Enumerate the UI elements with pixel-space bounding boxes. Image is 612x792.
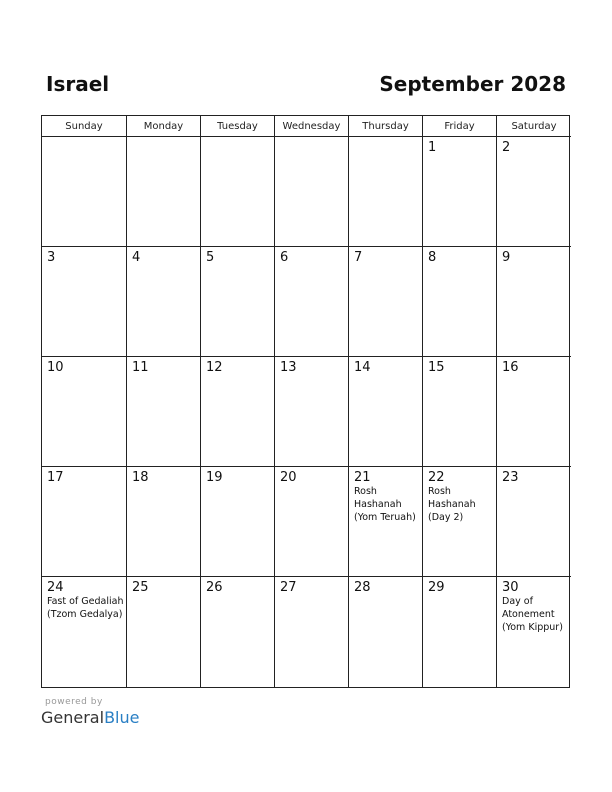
day-number: 11 <box>132 360 149 375</box>
day-number: 10 <box>47 360 64 375</box>
day-number: 28 <box>354 580 371 595</box>
day-cell <box>42 357 127 467</box>
day-number: 15 <box>428 360 445 375</box>
day-cell <box>349 357 423 467</box>
brand-logo-part2: Blue <box>104 708 140 727</box>
day-cell <box>127 467 201 577</box>
month-title: September 2028 <box>379 72 566 96</box>
weekday-header-sunday: Sunday <box>42 116 127 137</box>
weekday-header-wednesday: Wednesday <box>275 116 349 137</box>
day-cell <box>423 137 497 247</box>
day-number: 23 <box>502 470 519 485</box>
day-cell <box>201 357 275 467</box>
day-number: 16 <box>502 360 519 375</box>
day-cell <box>127 247 201 357</box>
holiday-label: Rosh Hashanah (Day 2) <box>428 486 476 523</box>
day-number: 20 <box>280 470 297 485</box>
day-number: 17 <box>47 470 64 485</box>
day-cell <box>127 137 201 247</box>
weekday-header-saturday: Saturday <box>497 116 571 137</box>
day-cell <box>201 137 275 247</box>
day-number: 1 <box>428 140 437 155</box>
day-cell <box>349 137 423 247</box>
day-number: 24 <box>47 580 64 595</box>
day-cell <box>127 357 201 467</box>
day-cell <box>42 467 127 577</box>
day-cell <box>201 577 275 687</box>
weekday-header-tuesday: Tuesday <box>201 116 275 137</box>
day-number: 19 <box>206 470 223 485</box>
weekday-header-monday: Monday <box>127 116 201 137</box>
day-number: 3 <box>47 250 56 265</box>
day-cell <box>201 247 275 357</box>
day-cell <box>42 137 127 247</box>
day-cell <box>423 467 497 577</box>
day-cell <box>127 577 201 687</box>
day-number: 25 <box>132 580 149 595</box>
day-number: 29 <box>428 580 445 595</box>
day-cell <box>275 357 349 467</box>
day-number: 18 <box>132 470 149 485</box>
day-cell <box>349 577 423 687</box>
day-cell <box>423 577 497 687</box>
day-number: 5 <box>206 250 215 265</box>
day-number: 22 <box>428 470 445 485</box>
day-cell <box>42 577 127 687</box>
day-cell <box>349 467 423 577</box>
day-number: 13 <box>280 360 297 375</box>
day-cell <box>497 247 571 357</box>
day-number: 14 <box>354 360 371 375</box>
day-cell <box>275 467 349 577</box>
country-title: Israel <box>46 72 110 96</box>
day-number: 8 <box>428 250 437 265</box>
day-cell <box>42 247 127 357</box>
day-number: 26 <box>206 580 223 595</box>
day-number: 12 <box>206 360 223 375</box>
day-cell <box>275 577 349 687</box>
day-cell <box>275 137 349 247</box>
brand-logo-part1: General <box>41 708 105 727</box>
day-cell <box>423 247 497 357</box>
day-cell <box>497 357 571 467</box>
day-number: 27 <box>280 580 297 595</box>
day-number: 9 <box>502 250 511 265</box>
day-number: 30 <box>502 580 519 595</box>
calendar-grid <box>41 115 570 688</box>
day-number: 6 <box>280 250 289 265</box>
day-cell <box>201 467 275 577</box>
powered-by-label: powered by <box>45 697 103 707</box>
day-number: 7 <box>354 250 363 265</box>
day-cell <box>497 137 571 247</box>
holiday-label: Fast of Gedaliah (Tzom Gedalya) <box>47 596 124 620</box>
brand-logo <box>41 708 139 728</box>
holiday-label: Day of Atonement (Yom Kippur) <box>502 596 563 633</box>
holiday-label: Rosh Hashanah (Yom Teruah) <box>354 486 416 523</box>
day-cell <box>349 247 423 357</box>
day-number: 4 <box>132 250 141 265</box>
day-cell <box>497 467 571 577</box>
day-cell <box>423 357 497 467</box>
day-number: 2 <box>502 140 511 155</box>
day-number: 21 <box>354 470 371 485</box>
day-cell <box>497 577 571 687</box>
weekday-header-thursday: Thursday <box>349 116 423 137</box>
weekday-header-friday: Friday <box>423 116 497 137</box>
day-cell <box>275 247 349 357</box>
